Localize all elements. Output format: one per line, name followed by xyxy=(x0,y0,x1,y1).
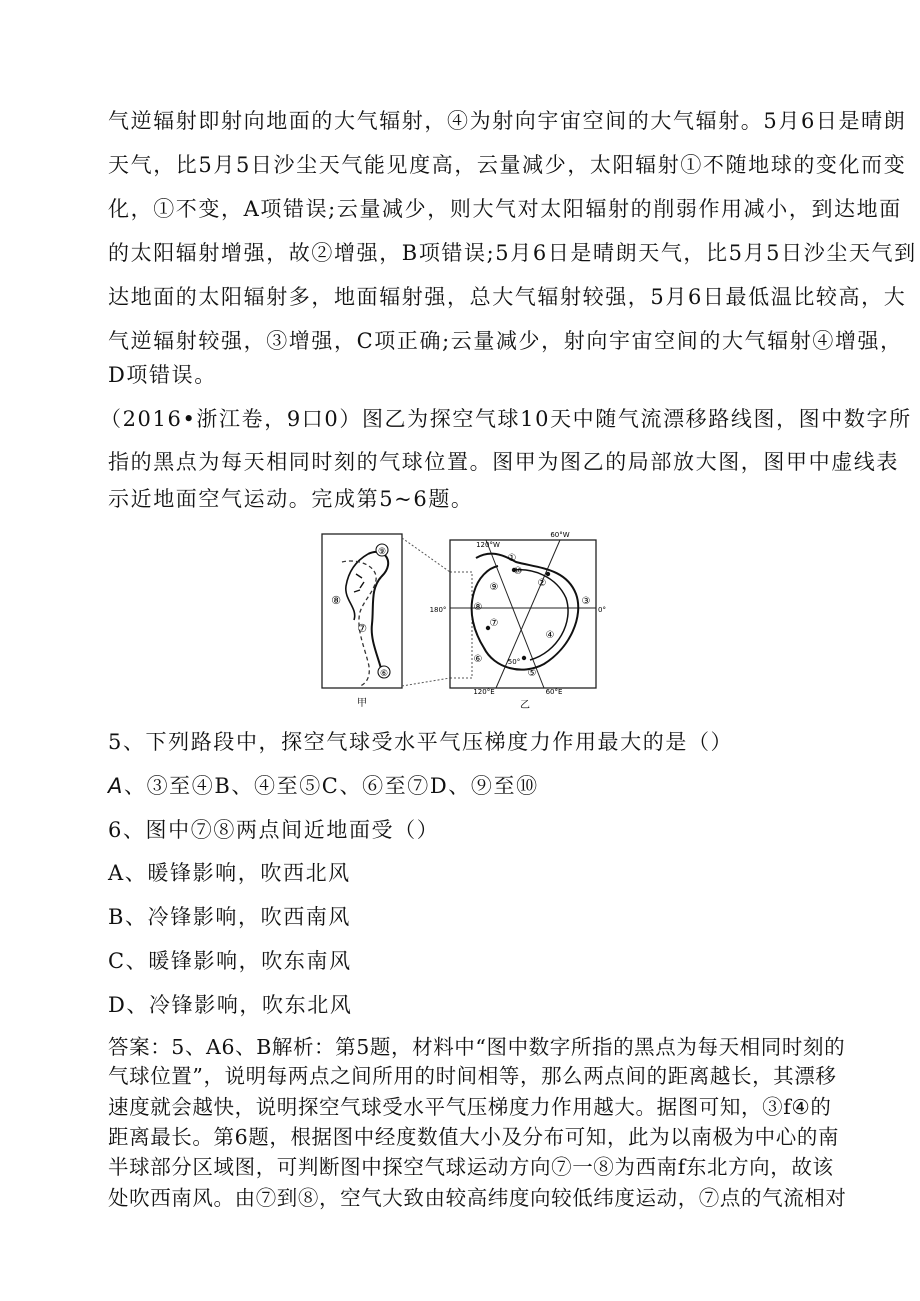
lon-label-60e: 60°E xyxy=(545,688,563,696)
zoom-box xyxy=(450,572,472,678)
label-jia: 甲 xyxy=(357,698,367,709)
yi-label-4: ④ xyxy=(545,630,555,641)
answer-line: 处吹西南风。由⑦到⑧，空气大致由较高纬度向较低纬度运动，⑦点的气流相对 xyxy=(108,1186,847,1210)
text-line: D项错误。 xyxy=(108,363,217,387)
q6-option-a: A、暖锋影响，吹西北风 xyxy=(108,861,351,885)
figure-svg xyxy=(318,528,608,710)
lon-label-180: 180° xyxy=(429,606,447,614)
jia-arrows xyxy=(354,574,364,592)
answer-line: 速度就会越快，说明探空气球受水平气压梯度力作用越大。据图可知，③f④的 xyxy=(108,1095,832,1119)
intro-line: 指的黑点为每天相同时刻的气球位置。图甲为图乙的局部放大图，图甲中虚线表 xyxy=(108,450,899,474)
answer-line: 半球部分区域图，可判断图中探空气球运动方向⑦一⑧为西南f东北方向，故该 xyxy=(108,1155,834,1179)
text-line: 天气，比5月5日沙尘天气能见度高，云量减少，太阳辐射①不随地球的变化而变 xyxy=(108,153,907,177)
q6-option-c: C、暖锋影响，吹东南风 xyxy=(108,949,352,973)
yi-label-5: ⑤ xyxy=(527,668,537,679)
lat-label-50: 50° xyxy=(507,658,521,666)
lon-label-0: 0° xyxy=(598,606,606,614)
q6-option-d: D、冷锋影响，吹东北风 xyxy=(108,993,353,1017)
label-yi: 乙 xyxy=(520,700,530,710)
yi-label-2: ② xyxy=(537,578,547,589)
q6-stem: 6、图中⑦⑧两点间近地面受（） xyxy=(108,818,440,842)
answer-line: 气球位置”，说明每两点之间所用的时间相等，那么两点间的距离越长，其漂移 xyxy=(108,1064,837,1088)
q5-stem: 5、下列路段中，探空气球受水平气压梯度力作用最大的是（） xyxy=(108,730,734,754)
lon-label-120w: 120°W xyxy=(476,541,500,549)
text-line: 化，①不变，A项错误;云量减少，则大气对太阳辐射的削弱作用减小，到达地面 xyxy=(108,197,902,221)
yi-label-3: ③ xyxy=(581,596,591,607)
yi-label-8: ⑧ xyxy=(473,602,483,613)
text-line: 气逆辐射较强，③增强，C项正确;云量减少，射向宇宙空间的大气辐射④增强， xyxy=(108,329,903,353)
jia-label-8: ⑧ xyxy=(331,594,341,607)
yi-label-10: ⑩ xyxy=(513,566,523,577)
text-line: 气逆辐射即射向地面的大气辐射，④为射向宇宙空间的大气辐射。5月6日是晴朗 xyxy=(108,109,907,133)
balloon-route-figure xyxy=(318,528,608,710)
intro-line: （2016•浙江卷，9口0）图乙为探空气球10天中随气流漂移路线图，图中数字所 xyxy=(100,407,912,431)
yi-label-6: ⑥ xyxy=(473,654,483,665)
q5-options-rest: 、③至④B、④至⑤C、⑥至⑦D、⑨至⑩ xyxy=(123,774,539,798)
text-line: 的太阳辐射增强，故②增强，B项错误;5月6日是晴朗天气，比5月5日沙尘天气到 xyxy=(108,241,917,265)
lon-label-120e: 120°E xyxy=(473,688,495,696)
text-line: 达地面的太阳辐射多，地面辐射强，总大气辐射较强，5月6日最低温比较高，大 xyxy=(108,285,907,309)
jia-label-6: ⑥ xyxy=(379,669,389,679)
route-dot xyxy=(546,572,550,576)
lon-label-60w: 60°W xyxy=(550,531,570,539)
jia-route-line xyxy=(368,552,388,672)
yi-route-line xyxy=(472,554,579,670)
jia-label-7: ⑦ xyxy=(357,622,367,635)
route-dot xyxy=(522,656,526,660)
answer-line: 距离最长。第6题，根据图中经度数值大小及分布可知，此为以南极为中心的南 xyxy=(108,1125,840,1149)
q6-option-b: B、冷锋影响，吹西南风 xyxy=(108,905,352,929)
jia-label-9: ⑨ xyxy=(377,547,387,557)
q5-options xyxy=(108,772,539,800)
yi-label-7: ⑦ xyxy=(489,618,499,629)
q5-option-a-letter: A xyxy=(108,774,124,798)
yi-label-1: ① xyxy=(507,553,517,564)
intro-line: 示近地面空气运动。完成第5~6题。 xyxy=(108,487,474,511)
yi-label-9: ⑨ xyxy=(489,582,499,593)
answer-line: 答案：5、A6、B解析：第5题，材料中“图中数字所指的黑点为每天相同时刻的 xyxy=(108,1035,846,1059)
